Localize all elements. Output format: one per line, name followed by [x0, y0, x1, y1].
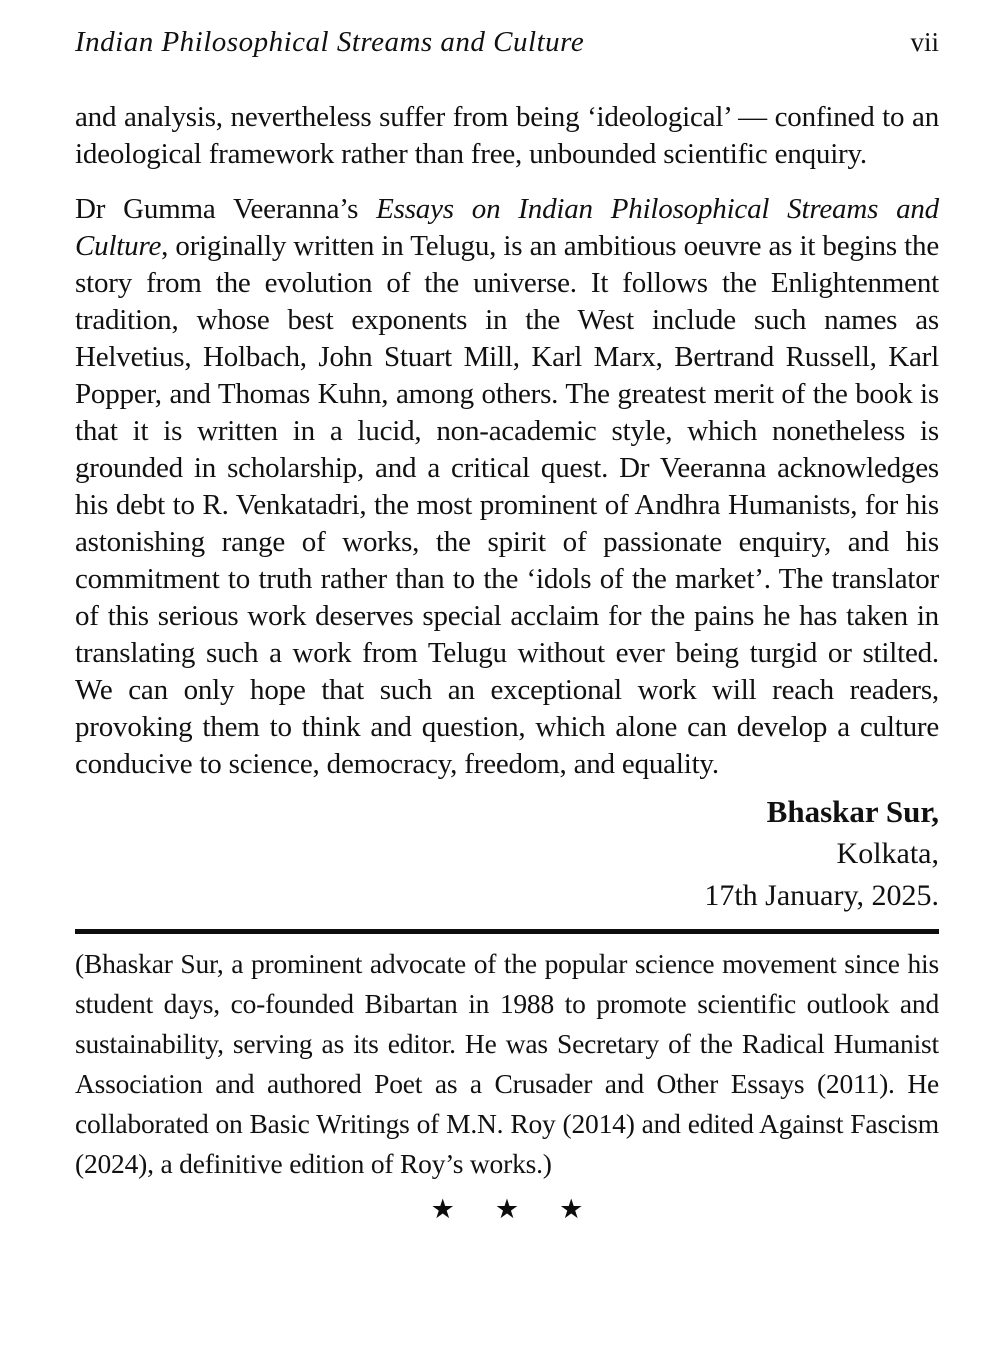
running-title: Indian Philosophical Streams and Culture [75, 26, 585, 58]
signature-date: 17th January, 2025. [704, 879, 939, 912]
paragraph-2-lead: Dr Gumma Veeranna’s [75, 193, 377, 225]
paragraph-2-rest: , originally written in Telugu, is an ambitious oeuvre as it begins the story from the evolution of the universe. It follows the Enlightenment tradition, whose best exponents in the West include such names as Helvetius, Holbach, John Stuart Mill, Karl Marx, Bertrand Russell, Karl Popper, and Thomas Kuhn, among others. The greatest merit of the book is that it is written in a lucid, non-academic style, which nonetheless is grounded in scholarship, and a critical quest. Dr Veeranna acknowledges his debt to R. Venkatadri, the most prominent of Andhra Humanists, for his astonishing range of works, the spirit of passionate enquiry, and his commitment to truth rather than to the ‘idols of the market’. The translator of this serious work deserves special acclaim for the pains he has taken in translating such a work from Telugu without ever being turgid or stilted. We can only hope that such an exceptional work will reach readers, provoking them to think and question, which alone can develop a culture conducive to science, democracy, freedom, and equality. [75, 230, 939, 780]
signature-block [75, 791, 939, 917]
signature-name: Bhaskar Sur, [766, 794, 939, 829]
star-icon: ★ [494, 1194, 520, 1224]
body-text [75, 99, 939, 783]
paragraph-2 [75, 191, 939, 783]
book-title-italic: Essays on Indian Philosophical Streams and Culture [75, 193, 939, 262]
star-icon: ★ [430, 1194, 455, 1224]
page-number: vii [910, 27, 939, 57]
footnote-text: (Bhaskar Sur, a prominent advocate of the popular science movement since his student days, co-founded Bibartan in 1988 to promote scientific outlook and sustainability, serving as its editor. He was Secretary of the Radical Humanist Association and authored Poet as a Crusader and Other Essays (2011). He collaborated on Basic Writings of M.N. Roy (2014) and edited Against Fascism (2024), a definitive edition of Roy’s works.) [75, 948, 939, 1179]
footnote-divider [75, 929, 939, 934]
signature-place: Kolkata, [836, 837, 939, 870]
star-icon: ★ [559, 1194, 584, 1224]
paragraph-1: and analysis, nevertheless suffer from being ‘ideological’ — confined to an ideological framework rather than free, unbounded scientific enquiry. [75, 101, 939, 170]
footer-stars [75, 1194, 939, 1224]
page-header [75, 26, 939, 59]
